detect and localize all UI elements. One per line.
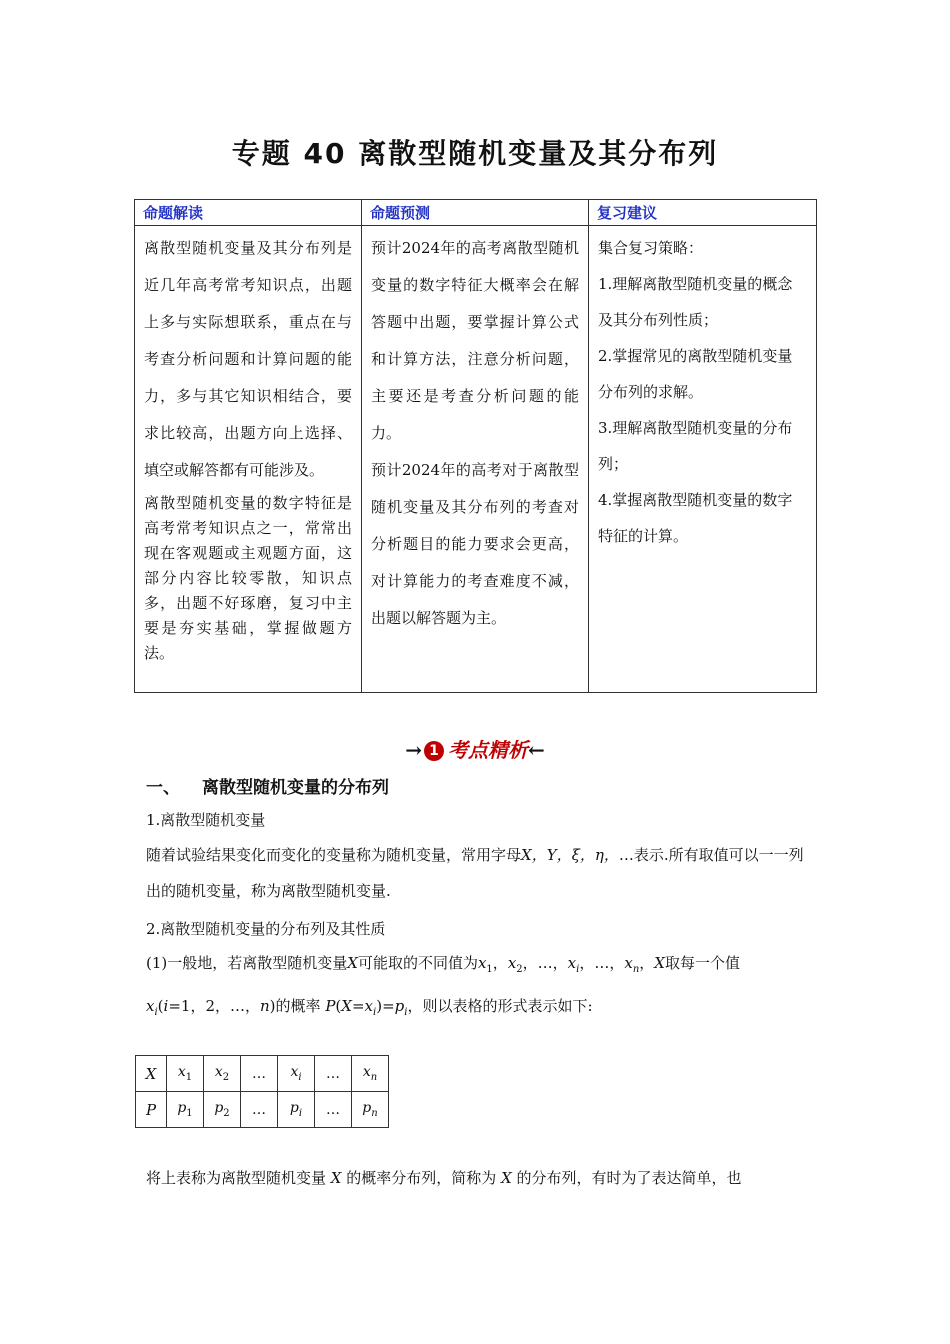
table-cell: …: [241, 1056, 278, 1092]
header-prediction: 命题预测: [362, 200, 589, 226]
closing-text-b: 的概率分布列，简称为: [346, 1169, 497, 1187]
definition-text-a: 随着试验结果变化而变化的变量称为随机变量，常用字母: [146, 846, 522, 864]
review-item: 1.理解离散型随机变量的概念及其分布列性质；: [598, 275, 793, 329]
dist-text-d: 的概率: [275, 997, 321, 1015]
section-heading-text: 离散型随机变量的分布列: [202, 778, 389, 798]
table-row-p: [136, 1092, 389, 1128]
table-cell: $x_i$: [278, 1056, 315, 1092]
table-cell: X: [136, 1056, 167, 1092]
interpretation-para-1: 离散型随机变量及其分布列是近几年高考常考知识点，出题上多与实际想联系，重点在与考查分析问题和计算问题的能力，多与其它知识相结合，要求比较高，出题方向上选择、填空或解答都有可能涉及。: [144, 239, 352, 479]
table-cell: $p_2$: [204, 1092, 241, 1128]
section-heading: [146, 773, 389, 798]
subheading-2: 2.离散型随机变量的分布列及其性质: [146, 920, 386, 938]
closing-paragraph: 将上表称为离散型随机变量 X 的概率分布列，简称为 X 的分布列，有时为了表达简单，也: [146, 1169, 742, 1187]
table-cell: P: [136, 1092, 167, 1128]
definition-text-b: …表示.所有取值可以一一列出的随机变量，称为离散型随机变量.: [146, 846, 804, 900]
dist-text-a: (1)一般地，若离散型随机变量: [146, 954, 348, 972]
dist-text-e: ，则以表格的形式表示如下:: [407, 997, 593, 1015]
review-item: 2.掌握常见的离散型随机变量分布列的求解。: [598, 347, 793, 401]
header-interpretation: 命题解读: [135, 200, 362, 226]
table-cell: …: [315, 1056, 352, 1092]
table-cell: …: [241, 1092, 278, 1128]
page-title: 专题 40 离散型随机变量及其分布列: [231, 137, 719, 170]
distribution-paragraph: (1)一般地，若离散型随机变量X可能取的不同值为$x_1$，$x_2$，…，$x_i$，…，$x_n$，X取每一个值 $x_i(i=1$，2，…，n)的概率 $P(X=x_i)=p_i$，则以表格的形式表示如下:: [146, 954, 740, 1018]
distribution-table: [135, 1055, 389, 1128]
prediction-para-2: 预计2024年的高考对于离散型随机变量及其分布列的考查对分析题目的能力要求会更高，对计算能力的考查难度不减，出题以解答题为主。: [371, 461, 579, 627]
prediction-cell: [362, 226, 589, 693]
interpretation-cell: [135, 226, 362, 693]
table-row-x: [136, 1056, 389, 1092]
review-item: 3.理解离散型随机变量的分布列；: [598, 419, 793, 473]
review-item: 4.掌握离散型随机变量的数字特征的计算。: [598, 491, 793, 545]
table-cell: $p_n$: [352, 1092, 389, 1128]
section-index: 一、: [146, 778, 180, 798]
table-cell: …: [315, 1092, 352, 1128]
prediction-para-1: 预计2024年的高考离散型随机变量的数字特征大概率会在解答题中出题，要掌握计算公式和计算方法，注意分析问题，主要还是考查分析问题的能力。: [371, 239, 579, 442]
table-cell: $p_1$: [167, 1092, 204, 1128]
circled-number-badge: 1: [424, 741, 444, 761]
table-cell: $x_2$: [204, 1056, 241, 1092]
review-intro: 集合复习策略：: [598, 239, 704, 257]
subheading-1: 1.离散型随机变量: [146, 811, 266, 829]
closing-text-c: 的分布列，有时为了表达简单，也: [516, 1169, 742, 1187]
right-arrow-icon: →: [405, 738, 422, 762]
review-advice-cell: [589, 226, 817, 693]
overview-table: [134, 199, 817, 693]
left-arrow-icon: ←: [528, 738, 545, 762]
table-cell: $x_1$: [167, 1056, 204, 1092]
interpretation-para-2: 离散型随机变量的数字特征是高考常考知识点之一，常常出现在客观题或主观题方面，这部分内容比较零散，知识点多，出题不好琢磨，复习中主要是夯实基础，掌握做题方法。: [144, 494, 352, 662]
table-cell: $p_i$: [278, 1092, 315, 1128]
dist-text-b: 可能取的不同值为: [357, 954, 478, 972]
section-banner: [0, 734, 950, 763]
header-review-advice: 复习建议: [589, 200, 817, 226]
definition-symbols: X，Y，ξ，η，: [521, 846, 619, 864]
closing-text-a: 将上表称为离散型随机变量: [146, 1169, 327, 1187]
section-banner-text: 考点精析: [448, 738, 528, 762]
definition-paragraph: [146, 837, 806, 909]
table-cell: $x_n$: [352, 1056, 389, 1092]
dist-text-c: 取每一个值: [664, 954, 740, 972]
